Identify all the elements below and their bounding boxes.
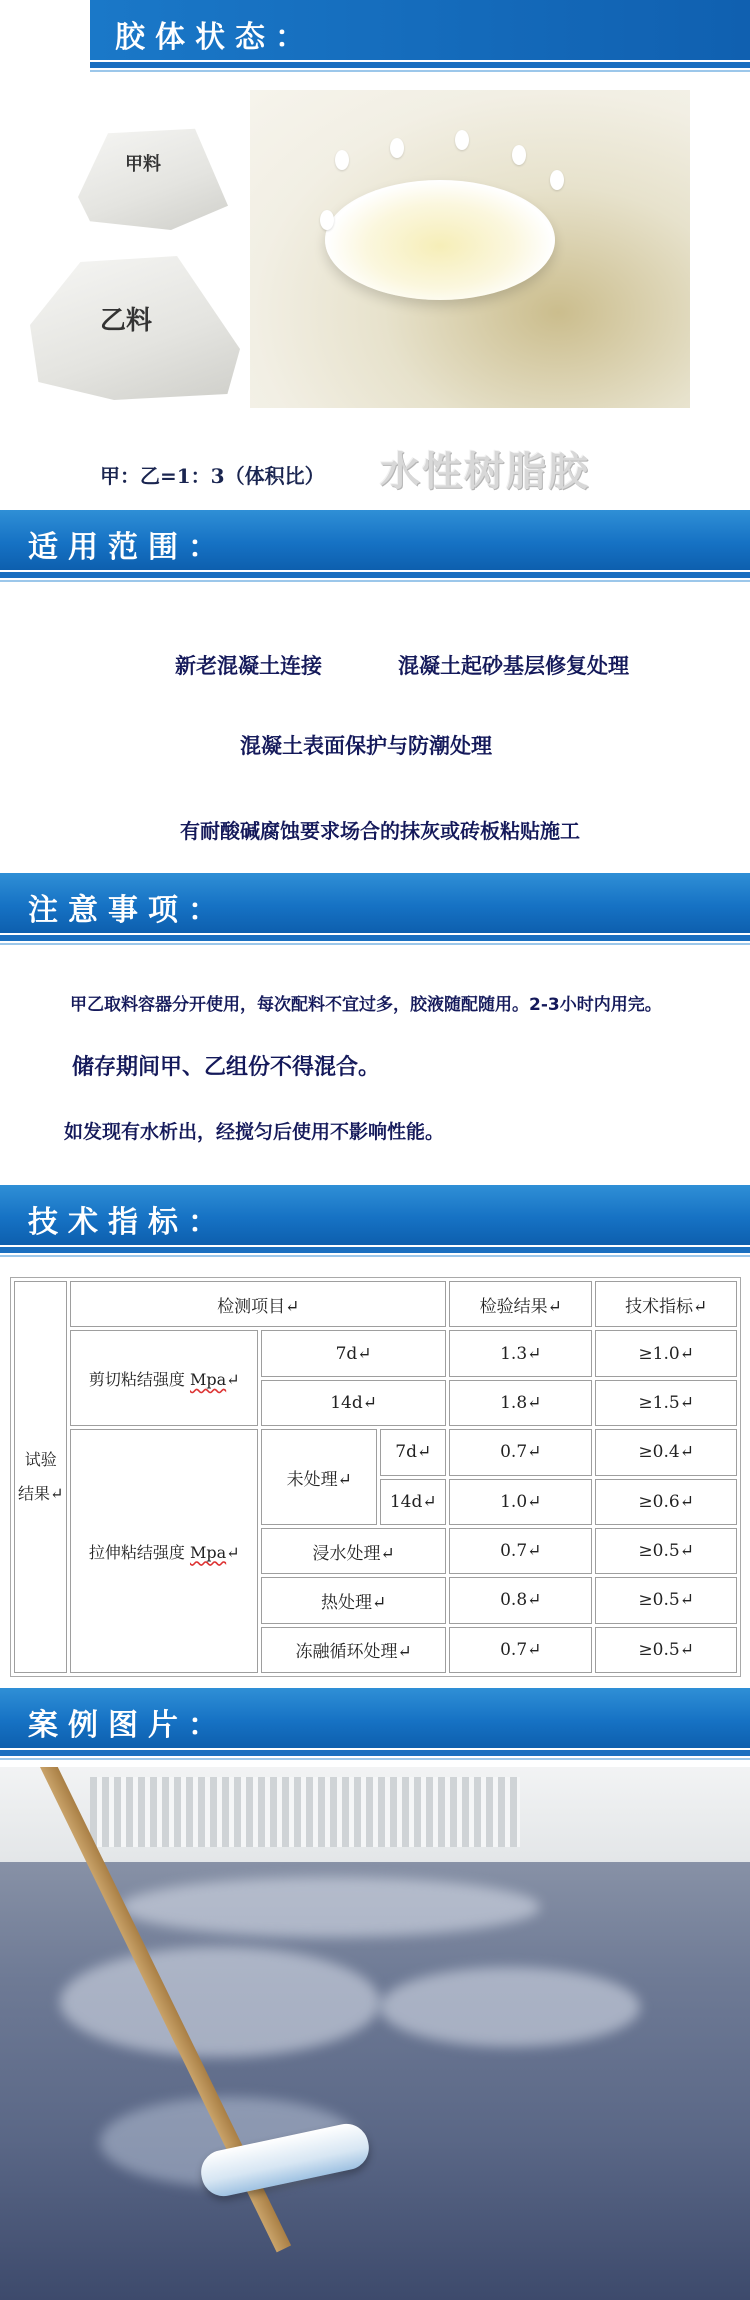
table-cell: 冻融循环处理↵ bbox=[261, 1627, 446, 1673]
section-header-application bbox=[0, 510, 750, 582]
table-cell: 7d↵ bbox=[261, 1330, 446, 1376]
mix-ratio: 甲：乙=1：3（体积比） bbox=[100, 464, 325, 488]
shear-strength-label: 剪切粘结强度 Mpa↵ bbox=[70, 1330, 258, 1426]
tech-spec-table bbox=[10, 1277, 741, 1677]
tensile-strength-label: 拉伸粘结强度 Mpa↵ bbox=[70, 1429, 258, 1673]
table-cell: 7d↵ bbox=[380, 1429, 446, 1475]
row-group-label: 试验 结果↵ bbox=[14, 1281, 67, 1673]
header-item: 检测项目↵ bbox=[70, 1281, 446, 1327]
table-cell: ≥0.4↵ bbox=[595, 1429, 737, 1475]
application-item: 新老混凝土连接 bbox=[175, 654, 322, 678]
section-title: 注意事项： bbox=[28, 893, 228, 928]
table-cell: 1.3↵ bbox=[449, 1330, 592, 1376]
application-item: 有耐酸碱腐蚀要求场合的抹灰或砖板粘贴施工 bbox=[180, 819, 580, 843]
section-header-tech bbox=[0, 1185, 750, 1257]
section-title: 胶体状态： bbox=[115, 20, 315, 55]
section-title: 适用范围： bbox=[28, 530, 228, 565]
radiator-image bbox=[90, 1777, 520, 1847]
table-cell: ≥0.6↵ bbox=[595, 1479, 737, 1525]
table-cell: 浸水处理↵ bbox=[261, 1528, 446, 1574]
note-item: 甲乙取料容器分开使用，每次配料不宜过多，胶液随配随用。2-3小时内用完。 bbox=[70, 995, 662, 1015]
table-cell: 1.8↵ bbox=[449, 1380, 592, 1426]
note-item: 如发现有水析出，经搅匀后使用不影响性能。 bbox=[64, 1121, 445, 1143]
table-cell: ≥0.5↵ bbox=[595, 1528, 737, 1574]
header-index: 技术指标↵ bbox=[595, 1281, 737, 1327]
table-cell: ≥1.0↵ bbox=[595, 1330, 737, 1376]
bag-a-label: 甲料 bbox=[125, 154, 161, 175]
note-item: 储存期间甲、乙组份不得混合。 bbox=[72, 1055, 381, 1080]
header-result: 检验结果↵ bbox=[449, 1281, 592, 1327]
table-cell: 1.0↵ bbox=[449, 1479, 592, 1525]
section-header-cases bbox=[0, 1688, 750, 1760]
table-cell: 0.8↵ bbox=[449, 1577, 592, 1623]
table-cell: 0.7↵ bbox=[449, 1429, 592, 1475]
section-header-colloid-state bbox=[0, 0, 750, 72]
application-item: 混凝土表面保护与防潮处理 bbox=[240, 734, 492, 758]
section-header-notes bbox=[0, 873, 750, 945]
section-title: 案例图片： bbox=[28, 1708, 228, 1743]
table-cell: ≥0.5↵ bbox=[595, 1577, 737, 1623]
case-photo bbox=[0, 1767, 750, 2300]
application-item: 混凝土起砂基层修复处理 bbox=[398, 654, 629, 678]
bag-b-label: 乙料 bbox=[100, 306, 153, 336]
table-cell: ≥1.5↵ bbox=[595, 1380, 737, 1426]
table-cell: 14d↵ bbox=[380, 1479, 446, 1525]
table-cell: 未处理↵ bbox=[261, 1429, 377, 1525]
product-name-watermark: 水性树脂胶 bbox=[380, 449, 590, 495]
milk-splash-image bbox=[250, 90, 690, 408]
section-title: 技术指标： bbox=[28, 1205, 228, 1240]
table-cell: 热处理↵ bbox=[261, 1577, 446, 1623]
table-cell: 0.7↵ bbox=[449, 1627, 592, 1673]
table-cell: 0.7↵ bbox=[449, 1528, 592, 1574]
table-cell: 14d↵ bbox=[261, 1380, 446, 1426]
table-cell: ≥0.5↵ bbox=[595, 1627, 737, 1673]
